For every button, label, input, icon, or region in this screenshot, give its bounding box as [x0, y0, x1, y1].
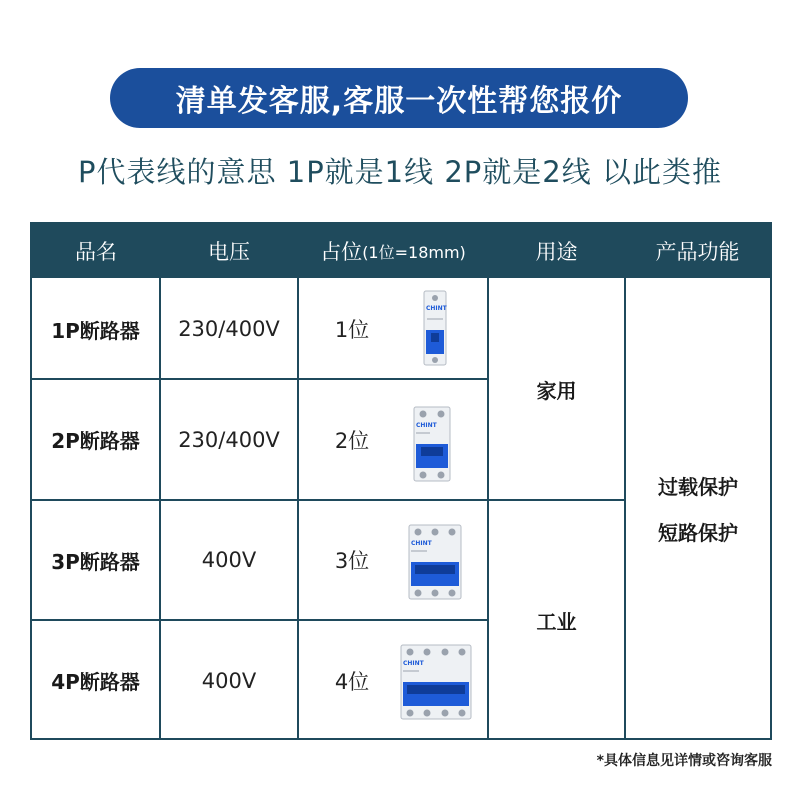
brand-label: CHINT	[403, 660, 424, 667]
row-4-slot: 4位	[334, 669, 370, 694]
function-short-circuit: 短路保护	[658, 521, 738, 545]
brand-label: CHINT	[416, 422, 437, 429]
header-slot	[298, 224, 488, 278]
grid-line	[297, 278, 299, 740]
use-industrial: 工业	[536, 610, 577, 634]
row-3-name: 3P断路器	[51, 549, 140, 574]
breaker-4p-image	[400, 644, 472, 720]
breaker-2p-image	[413, 406, 451, 482]
header-name: 品名	[75, 240, 117, 264]
row-1-name: 1P断路器	[51, 318, 140, 343]
row-1-voltage: 230/400V	[178, 317, 280, 341]
product-functions	[626, 280, 770, 740]
footnote: *具体信息见详情或咨询客服	[596, 753, 772, 769]
function-overload: 过载保护	[658, 475, 738, 499]
row-4-voltage: 400V	[201, 668, 257, 693]
header-function: 产品功能	[655, 240, 740, 264]
table-header	[32, 224, 770, 278]
brand-label: CHINT	[426, 305, 447, 312]
row-2-voltage: 230/400V	[178, 427, 280, 452]
header-slot-note: (1位=18mm)	[362, 242, 466, 262]
row-3-slot: 3位	[334, 549, 370, 573]
row-2-slot: 2位	[334, 428, 370, 453]
breaker-1p-image	[422, 290, 448, 366]
product-table	[30, 222, 772, 740]
row-1-slot: 1位	[334, 318, 370, 342]
banner: 清单发客服,客服一次性帮您报价	[110, 68, 688, 128]
header-voltage: 电压	[208, 240, 250, 264]
row-2-name: 2P断路器	[51, 429, 140, 453]
row-4-name: 4P断路器	[51, 670, 140, 694]
subtitle: P代表线的意思 1P就是1线 2P就是2线 以此类推	[78, 155, 722, 189]
header-slot-label: 占位	[320, 240, 363, 264]
row-3-voltage: 400V	[201, 548, 257, 572]
breaker-3p-image	[408, 524, 462, 600]
brand-label: CHINT	[411, 540, 432, 547]
use-household: 家用	[536, 379, 577, 403]
header-use: 用途	[535, 240, 578, 264]
